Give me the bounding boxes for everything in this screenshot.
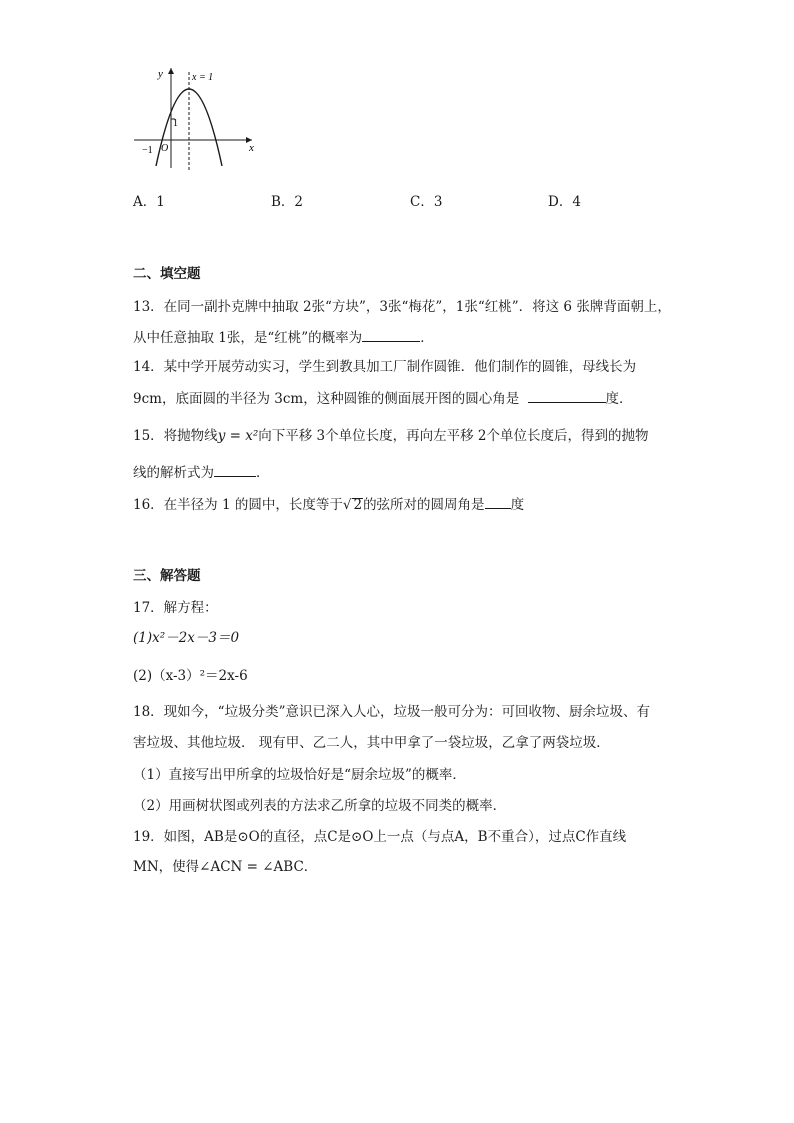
q15-text-c: 线的解析式为 <box>133 465 214 481</box>
q16-text-a: 16．在半径为 1 的圆中，长度等于 <box>133 497 343 513</box>
q16-end: 度 <box>510 497 525 513</box>
q16-answer-blank[interactable] <box>485 494 511 509</box>
q15-line2 <box>133 462 270 483</box>
q14-line1: 14．某中学开展劳动实习，学生到教具加工厂制作圆锥．他们制作的圆锥，母线长为 <box>133 359 637 375</box>
option-a: A．1 <box>133 194 165 210</box>
q18-sub1: （1）直接写出甲所拿的垃圾恰好是“厨余垃圾”的概率． <box>133 767 466 783</box>
q15-text-a: 15．将抛物线 <box>133 428 218 444</box>
tick-label-one: 1 <box>173 118 178 129</box>
option-c: C．3 <box>410 194 443 210</box>
q16-text-b: 的弦所对的圆周角是 <box>363 497 485 513</box>
q17-part1: (1)x²－2x－3＝0 <box>133 630 240 646</box>
q15-answer-blank[interactable] <box>214 462 256 477</box>
q16-line: 16．在半径为 1 的圆中，长度等于√ 2的弦所对的圆周角是 度 <box>133 494 524 515</box>
parabola-graph <box>128 64 260 176</box>
q14-text: 9cm，底面圆的半径为 3cm，这种圆锥的侧面展开图的圆心角是 <box>133 391 520 407</box>
q13-line1: 13．在同一副扑克牌中抽取 2张“方块”，3张“梅花”，1张“红桃”．将这 6 张牌背面朝上， <box>133 299 671 315</box>
q13-line2 <box>133 327 434 348</box>
section-title-fill-in: 二、填空题 <box>133 266 201 282</box>
q19-line2: MN，使得∠ACN = ∠ABC． <box>133 859 318 875</box>
q14-answer-blank[interactable] <box>528 388 606 403</box>
q15-text-b: 向下平移 3个单位长度，再向左平移 2个单位长度后，得到的抛物 <box>258 428 649 444</box>
q18-line1: 18．现如今，“垃圾分类”意识已深入人心，垃圾一般可分为：可回收物、厨余垃圾、有 <box>133 704 650 720</box>
option-b: B．2 <box>271 194 304 210</box>
y-axis-arrow <box>168 68 174 74</box>
q13-answer-blank[interactable] <box>362 327 420 342</box>
q14-line2 <box>133 388 633 409</box>
symmetry-line-label: x = 1 <box>192 72 214 83</box>
q13-text: 从中任意抽取 1张，是“红桃”的概率为 <box>133 330 363 346</box>
q17-title: 17．解方程： <box>133 600 218 616</box>
y-axis-label: y <box>158 68 163 80</box>
section-title-solutions: 三、解答题 <box>133 568 201 584</box>
q18-line2: 害垃圾、其他垃圾． 现有甲、乙二人，其中甲拿了一袋垃圾，乙拿了两袋垃圾． <box>133 735 610 751</box>
q15-end: ． <box>256 465 270 481</box>
q14-end: 度． <box>605 391 633 407</box>
tick-label-neg-one: −1 <box>142 145 153 156</box>
x-axis-label: x <box>249 142 254 154</box>
q19-line1: 19．如图，AB是⊙O的直径，点C是⊙O上一点（与点A，B不重合），过点C作直线 <box>133 829 627 845</box>
q13-end: ． <box>420 330 434 346</box>
q16-sqrt-radicand: 2 <box>353 497 363 513</box>
origin-label: O <box>161 143 169 154</box>
option-d: D．4 <box>548 194 581 210</box>
q17-part2: (2)（x-3）²＝2x-6 <box>133 668 248 684</box>
q15-line1 <box>133 426 649 446</box>
q15-formula: y = x² <box>217 428 259 444</box>
q18-sub2: （2）用画树状图或列表的方法求乙所拿的垃圾不同类的概率． <box>133 798 507 814</box>
